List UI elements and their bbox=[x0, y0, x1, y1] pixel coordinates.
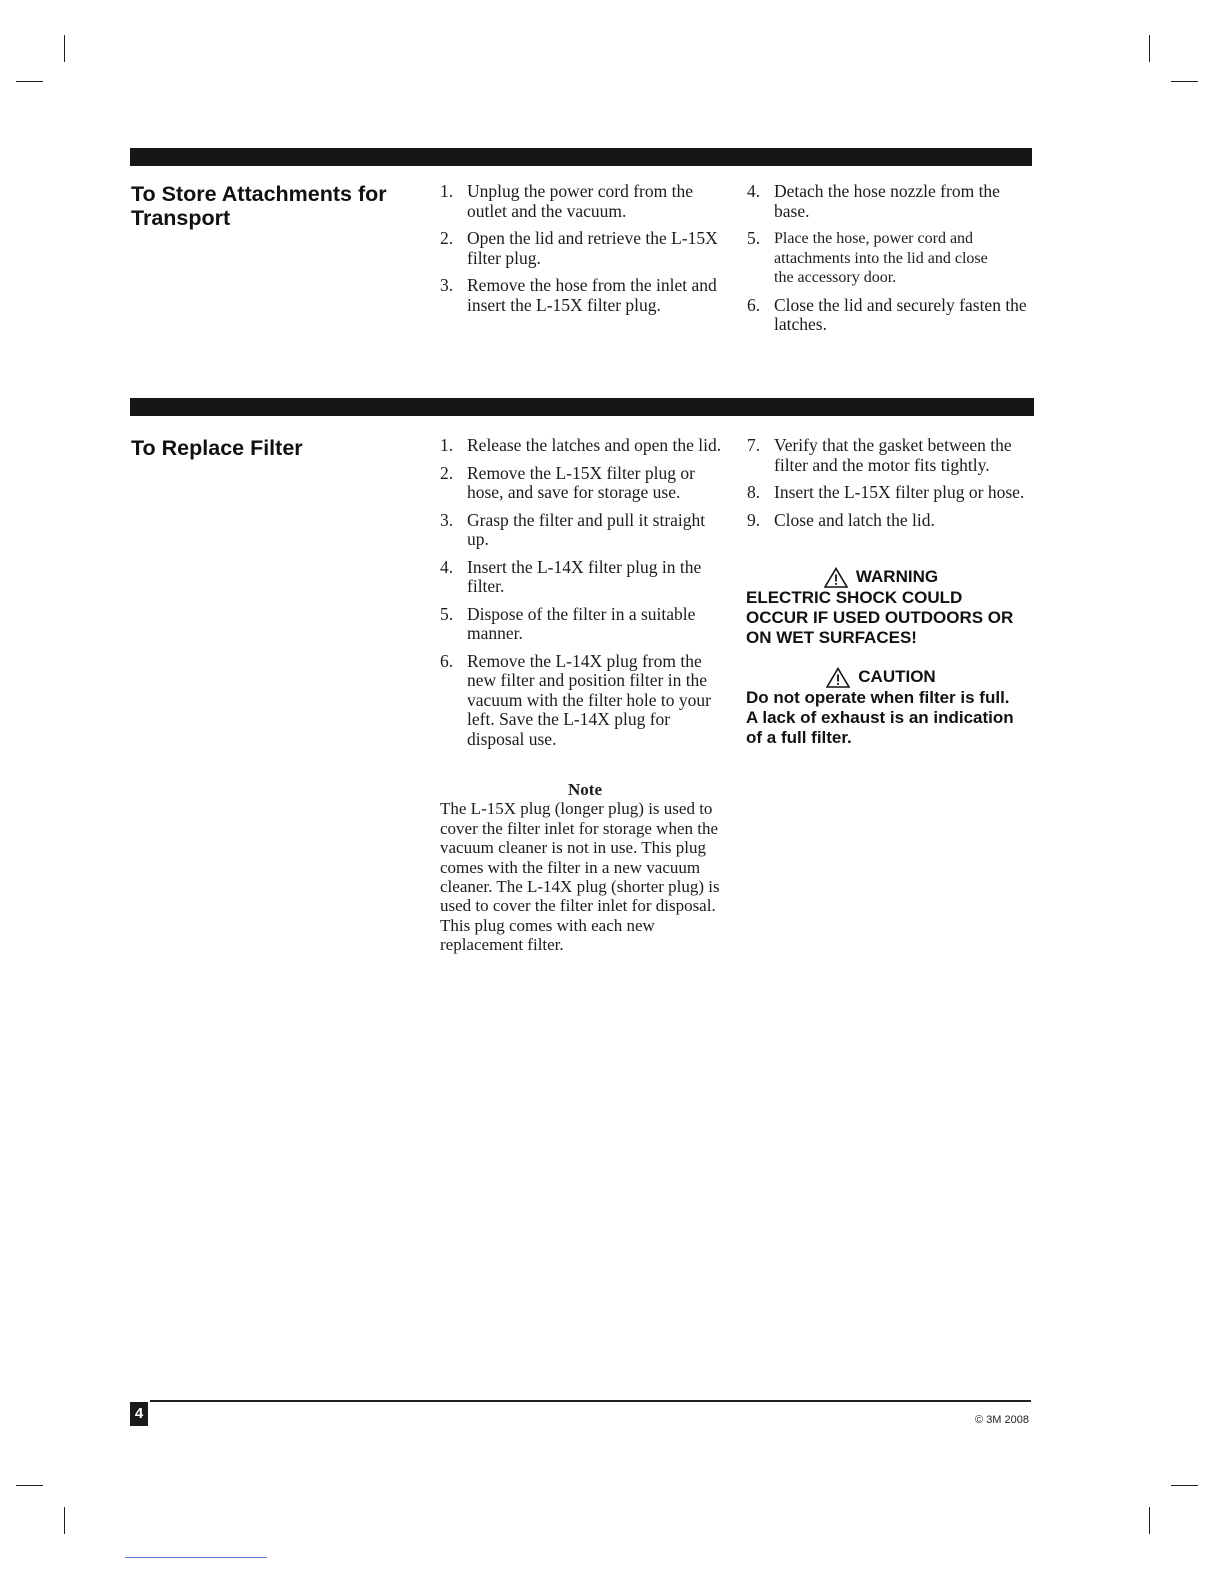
crop-mark bbox=[1171, 1485, 1198, 1486]
replace-steps-column-2 bbox=[747, 436, 1037, 530]
step-text: Remove the L-15X filter plug or hose, and save for storage use. bbox=[467, 462, 695, 502]
step-number: 5. bbox=[440, 603, 454, 624]
replace-steps-column-1 bbox=[440, 436, 730, 749]
step-text: Place the hose, power cord and attachments into the lid and close the accessory door. bbox=[774, 230, 988, 286]
step-text: Unplug the power cord from the outlet and the vacuum. bbox=[467, 181, 693, 221]
list-item bbox=[747, 296, 1032, 335]
crop-mark bbox=[1149, 1507, 1150, 1534]
warning-block bbox=[746, 566, 1036, 648]
list-item bbox=[747, 229, 1032, 288]
list-item bbox=[440, 229, 730, 268]
list-item bbox=[440, 558, 730, 597]
caution-title-row bbox=[726, 666, 1036, 688]
note-block bbox=[440, 780, 730, 955]
step-text: Verify that the gasket between the filter and the motor fits tightly. bbox=[774, 435, 1012, 475]
step-number: 5. bbox=[747, 228, 761, 248]
footer-rule bbox=[150, 1400, 1031, 1402]
step-text: Release the latches and open the lid. bbox=[467, 435, 722, 455]
step-text: Grasp the filter and pull it straight up. bbox=[467, 509, 706, 549]
crop-mark bbox=[64, 35, 65, 62]
step-text: Dispose of the filter in a suitable manner. bbox=[467, 603, 696, 643]
step-text: Close and latch the lid. bbox=[774, 509, 935, 530]
step-number: 4. bbox=[747, 181, 761, 201]
list-item bbox=[747, 511, 1037, 531]
section-heading-replace: To Replace Filter bbox=[131, 436, 303, 460]
caution-block bbox=[746, 666, 1036, 748]
step-number: 1. bbox=[440, 435, 454, 455]
step-number: 4. bbox=[440, 556, 454, 577]
step-text: Remove the hose from the inlet and insert the L-15X filter plug. bbox=[467, 275, 717, 315]
list-item bbox=[440, 276, 730, 315]
list-item bbox=[440, 182, 730, 221]
step-number: 7. bbox=[747, 435, 761, 455]
list-item bbox=[747, 483, 1037, 503]
list-item bbox=[440, 436, 730, 456]
step-text: Remove the L-14X plug from the new filter and position filter in the vacuum with the filter hole to your left. Save the L-14X plug for disposal use. bbox=[467, 650, 711, 749]
step-number: 3. bbox=[440, 509, 454, 530]
caution-text: Do not operate when filter is full. A lack of exhaust is an indication of a full filter. bbox=[746, 688, 1014, 747]
step-text: Insert the L-14X filter plug in the filter. bbox=[467, 556, 702, 596]
list-item bbox=[747, 182, 1032, 221]
list-item bbox=[440, 605, 730, 644]
step-number: 6. bbox=[440, 650, 454, 671]
step-number: 3. bbox=[440, 275, 454, 295]
section-heading-store: To Store Attachments for Transport bbox=[131, 182, 387, 230]
step-text: Open the lid and retrieve the L-15X filter plug. bbox=[467, 228, 718, 268]
step-number: 1. bbox=[440, 181, 454, 201]
note-text: The L-15X plug (longer plug) is used to cover the filter inlet for storage when the vacuum cleaner is not in use. This plug comes with the filter in a new vacuum cleaner. The L-14X plug (shorter plug) is used to cover the filter inlet for disposal. This plug comes with each new replacement filter. bbox=[440, 799, 720, 955]
list-item bbox=[440, 464, 730, 503]
step-number: 6. bbox=[747, 294, 761, 315]
caution-title: CAUTION bbox=[858, 667, 936, 686]
list-item bbox=[440, 652, 730, 750]
store-steps-column-2 bbox=[747, 182, 1032, 335]
step-number: 2. bbox=[440, 228, 454, 248]
step-number: 8. bbox=[747, 482, 761, 502]
list-item bbox=[440, 511, 730, 550]
crop-mark bbox=[1171, 81, 1198, 82]
warning-title: WARNING bbox=[855, 567, 939, 586]
crop-mark bbox=[16, 81, 43, 82]
warning-text: ELECTRIC SHOCK COULD OCCUR IF USED OUTDOORS OR ON WET SURFACES! bbox=[746, 588, 1014, 647]
copyright: © 3M 2008 bbox=[975, 1414, 1029, 1426]
crop-mark bbox=[64, 1507, 65, 1534]
warning-triangle-icon bbox=[826, 667, 850, 688]
scan-artifact-line bbox=[125, 1557, 267, 1558]
step-number: 9. bbox=[747, 509, 761, 530]
section-divider-bar bbox=[130, 398, 1034, 416]
store-steps-column-1 bbox=[440, 182, 730, 315]
list-item bbox=[747, 436, 1037, 475]
section-divider-bar bbox=[130, 148, 1032, 166]
step-text: Insert the L-15X filter plug or hose. bbox=[774, 482, 1025, 502]
crop-mark bbox=[16, 1485, 43, 1486]
warning-title-row bbox=[726, 566, 1036, 588]
page-number: 4 bbox=[130, 1402, 148, 1426]
step-text: Detach the hose nozzle from the base. bbox=[774, 181, 1000, 221]
step-text: Close the lid and securely fasten the latches. bbox=[774, 294, 1027, 334]
note-title: Note bbox=[568, 780, 602, 799]
warning-triangle-icon bbox=[824, 567, 848, 588]
crop-mark bbox=[1149, 35, 1150, 62]
step-number: 2. bbox=[440, 462, 454, 483]
